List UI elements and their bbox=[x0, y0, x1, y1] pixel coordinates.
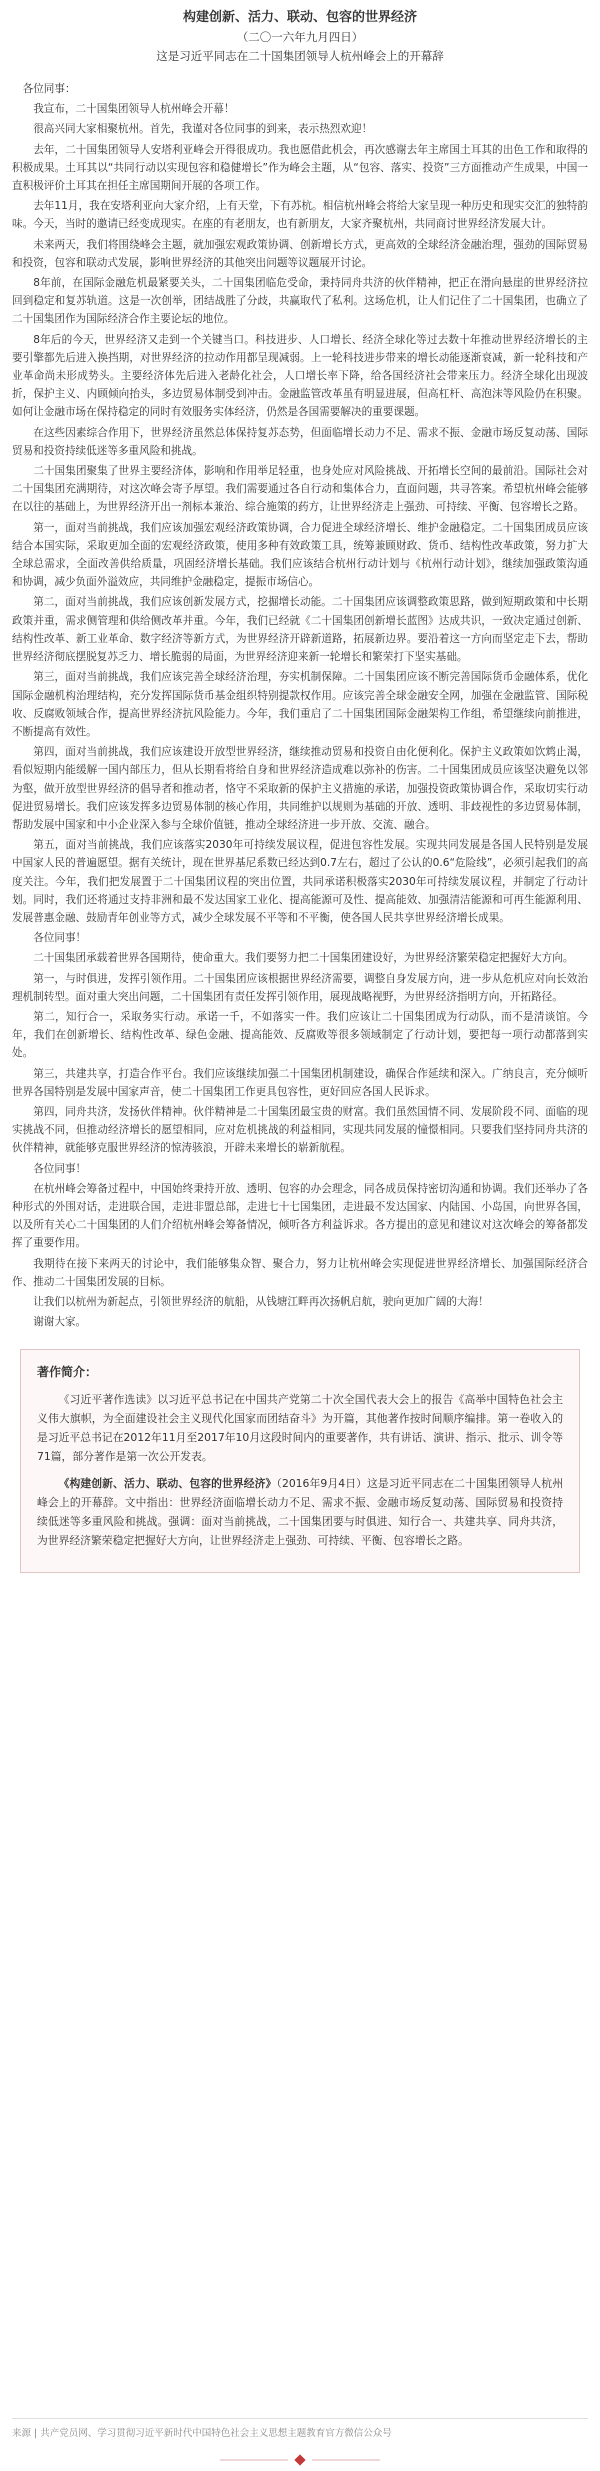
book-intro-title: 著作简介： bbox=[37, 1365, 98, 1380]
paragraph: 第一，面对当前挑战，我们应该加强宏观经济政策协调，合力促进全球经济增长、维护金融稳定。二十国集团成员应该结合本国实际，采取更加全面的宏观经济政策，使用多种有效政策工具，统筹兼顾财政、货币、结构性改革政策，努力扩大全球总需求，全面改善供给质量，巩固经济增长基础。我们应该结合杭州行动计划与《杭州行动计划》，继续加强政策沟通和协调，减少负面外溢效应，共同维护金融稳定，提振市场信心。 bbox=[12, 521, 588, 589]
article-date: （二〇一六年九月四日） bbox=[236, 30, 364, 44]
footer bbox=[0, 2418, 600, 2439]
article-subtitle: 这是习近平同志在二十国集团领导人杭州峰会上的开幕辞 bbox=[156, 49, 444, 63]
paragraph: 去年11月，我在安塔利亚向大家介绍，上有天堂，下有苏杭。相信杭州峰会将给大家呈现一种历史和现实交汇的独特韵味。今天，当时的邀请已经变成现实。在座的有老朋友，也有新朋友，大家齐聚杭州，共同商讨世界经济发展大计。 bbox=[12, 200, 588, 231]
article-title: 构建创新、活力、联动、包容的世界经济 bbox=[182, 10, 417, 25]
paragraph: 谢谢大家。 bbox=[33, 1316, 87, 1329]
paragraph: 让我们以杭州为新起点，引领世界经济的航船，从钱塘江畔再次扬帆启航，驶向更加广阔的大海！ bbox=[33, 1296, 489, 1308]
paragraph: 很高兴同大家相聚杭州。首先，我谨对各位同事的到来，表示热烈欢迎！ bbox=[33, 123, 373, 136]
article-body bbox=[12, 80, 588, 1331]
paragraph: 第一，与时俱进，发挥引领作用。二十国集团应该根据世界经济需要，调整自身发展方向，进一步从危机应对向长效治理机制转型。面对重大突出问题，二十国集团有责任发挥引领作用，展现战略视野，为世界经济指明方向，开拓路径。 bbox=[12, 972, 588, 1003]
paragraph: 第四，面对当前挑战，我们应该建设开放型世界经济，继续推动贸易和投资自由化便利化。保护主义政策如饮鸩止渴，看似短期内能缓解一国内部压力，但从长期看将给自身和世界经济造成难以弥补的伤害。二十国集团成员应该坚决避免以邻为壑，做开放型世界经济的倡导者和推动者，恪守不采取新的保护主义措施的承诺，加强投资政策协调合作，采取切实行动促进贸易增长。我们应该发挥多边贸易体制的核心作用，共同维护以规则为基础的开放、透明、非歧视性的多边贸易体制，帮助发展中国家和中小企业深入参与全球价值链，推动全球经济进一步开放、交流、融合。 bbox=[12, 746, 588, 831]
book-intro-paragraph: 《习近平著作选读》以习近平总书记在中国共产党第二十次全国代表大会上的报告《高举中国特色社会主义伟大旗帜，为全面建设社会主义现代化国家而团结奋斗》为开篇，其他著作按时间顺序编排。第一卷收入的是习近平总书记在2012年11月至2017年10月这段时间内的重要著作，共有讲话、演讲、指示、批示、训令等71篇，部分著作是第一次公开发表。 bbox=[37, 1393, 563, 1464]
paragraph: 在杭州峰会筹备过程中，中国始终秉持开放、透明、包容的办会理念，同各成员保持密切沟通和协调。我们还举办了各种形式的外围对话，走进联合国，走进非盟总部，走进七十七国集团，走进最不发达国家、内陆国、小岛国，向世界各国，以及所有关心二十国集团的人们介绍杭州峰会筹备情况，倾听各方利益诉求。各方提出的意见和建议对这次峰会的筹备都发挥了重要作用。 bbox=[12, 1182, 588, 1250]
paragraph: 在这些因素综合作用下，世界经济虽然总体保持复苏态势，但面临增长动力不足、需求不振、金融市场反复动荡、国际贸易和投资持续低迷等多重风险和挑战。 bbox=[12, 426, 588, 457]
paragraph: 第二，知行合一，采取务实行动。承诺一千，不如落实一件。我们应该让二十国集团成为行动队，而不是清谈馆。今年，我们在创新增长、结构性改革、绿色金融、提高能效、反腐败等很多领域制定了行动计划，要把每一项行动都落到实处。 bbox=[12, 1010, 588, 1060]
paragraph: 第三，共建共享，打造合作平台。我们应该继续加强二十国集团机制建设，确保合作延续和深入。广纳良言，充分倾听世界各国特别是发展中国家声音，使二十国集团工作更具包容性，更好回应各国人民诉求。 bbox=[12, 1067, 588, 1098]
book-intro-paragraph bbox=[37, 1474, 563, 1550]
paragraph: 第四，同舟共济，发扬伙伴精神。伙伴精神是二十国集团最宝贵的财富。我们虽然国情不同、发展阶段不同、面临的现实挑战不同，但推动经济增长的愿望相同，应对危机挑战的利益相同，实现共同发展的憧憬相同。只要我们坚持同舟共济的伙伴精神，就能够克服世界经济的惊涛骇浪，开辟未来增长的崭新航程。 bbox=[12, 1105, 588, 1155]
source-text: 来源 | 共产党员网、学习贯彻习近平新时代中国特色社会主义思想主题教育官方微信公众号 bbox=[12, 2418, 588, 2439]
book-intro-box bbox=[20, 1349, 580, 1573]
paragraph: 二十国集团聚集了世界主要经济体，影响和作用举足轻重，也身处应对风险挑战、开拓增长空间的最前沿。国际社会对二十国集团充满期待，对这次峰会寄予厚望。我们需要通过各自行动和集体合力，直面问题，共寻答案。希望杭州峰会能够在以往的基础上，为世界经济开出一剂标本兼治、综合施策的药方，让世界经济走上强劲、可持续、平衡、包容增长之路。 bbox=[12, 465, 588, 514]
paragraph: 第三，面对当前挑战，我们应该完善全球经济治理，夯实机制保障。二十国集团应该不断完善国际货币金融体系，优化国际金融机构治理结构，充分发挥国际货币基金组织特别提款权作用。应该完善全球金融安全网，加强在金融监管、国际税收、反腐败领域合作，提高世界经济抗风险能力。今年，我们重启了二十国集团国际金融架构工作组，希望继续向前推进，不断提高有效性。 bbox=[12, 671, 588, 738]
paragraph: 各位同事！ bbox=[33, 1162, 87, 1175]
paragraph: 我宣布，二十国集团领导人杭州峰会开幕！ bbox=[33, 103, 235, 116]
paragraph: 二十国集团承载着世界各国期待，使命重大。我们要努力把二十国集团建设好，为世界经济繁荣稳定把握好大方向。 bbox=[33, 952, 574, 965]
paragraph: 我期待在接下来两天的讨论中，我们能够集众智、聚合力，努力让杭州峰会实现促进世界经济增长、加强国际经济合作、推动二十国集团发展的目标。 bbox=[12, 1257, 588, 1288]
paragraph: 8年前，在国际金融危机最紧要关头，二十国集团临危受命，秉持同舟共济的伙伴精神，把正在滑向悬崖的世界经济拉回到稳定和复苏轨道。这是一次创举，团结战胜了分歧，共赢取代了私利。这场危机，让人们记住了二十国集团，也确立了二十国集团作为国际经济合作主要论坛的地位。 bbox=[12, 277, 588, 326]
paragraph: 第五，面对当前挑战，我们应该落实2030年可持续发展议程，促进包容性发展。实现共同发展是各国人民特别是发展中国家人民的普遍愿望。据有关统计，现在世界基尼系数已经达到0.7左右，超过了公认的0.6“危险线”，必须引起我们的高度关注。今年，我们把发展置于二十国集团议程的突出位置，共同承诺积极落实2030年可持续发展议程，并制定了行动计划。同时，我们还将通过支持非洲和最不发达国家工业化、提高能源可及性、提高能效、加强清洁能源和可再生能源利用、发展普惠金融、鼓励青年创业等方式，减少全球发展不平等和不平衡，使各国人民共享世界经济增长成果。 bbox=[12, 839, 588, 924]
work-description: （2016年9月4日）这是习近平同志在二十国集团领导人杭州峰会上的开幕辞。文中指出：世界经济面临增长动力不足、需求不振、金融市场反复动荡、国际贸易和投资持续低迷等多重风险和挑战。强调：面对当前挑战，二十国集团要与时俱进、知行合一、共建共享、同舟共济，为世界经济繁荣稳定把握好大方向，让世界经济走上强劲、可持续、平衡、包容增长之路。 bbox=[37, 1477, 563, 1548]
paragraph: 未来两天，我们将围绕峰会主题，就加强宏观政策协调、创新增长方式，更高效的全球经济金融治理，强劲的国际贸易和投资，包容和联动式发展，影响世界经济的其他突出问题等议题展开讨论。 bbox=[12, 238, 588, 269]
paragraph: 各位同事！ bbox=[33, 932, 87, 945]
work-title: 《构建创新、活力、联动、包容的世界经济》 bbox=[58, 1477, 277, 1491]
paragraph: 去年，二十国集团领导人安塔利亚峰会开得很成功。我也愿借此机会，再次感谢去年主席国土耳其的出色工作和取得的积极成果。土耳其以“共同行动以实现包容和稳健增长”作为峰会主题，从“包容、落实、投资”三方面推动产生成果，中国一直积极评价土耳其在担任主席国期间开展的各项工作。 bbox=[12, 143, 588, 193]
paragraph: 8年后的今天，世界经济又走到一个关键当口。科技进步、人口增长、经济全球化等过去数十年推动世界经济增长的主要引擎都先后进入换挡期，对世界经济的拉动作用都呈现减弱。上一轮科技进步带来的增长动能逐渐衰减，新一轮科技和产业革命尚未形成势头。主要经济体先后进入老龄化社会，人口增长率下降，给各国经济社会带来压力。经济全球化出现波折，保护主义、内顾倾向抬头，多边贸易体制受到冲击。金融监管改革虽有明显进展，但高杠杆、高泡沫等风险仍在积聚。如何让金融市场在保持稳定的同时有效服务实体经济，仍然是各国需要解决的重要课题。 bbox=[12, 333, 588, 419]
paragraph: 第二，面对当前挑战，我们应该创新发展方式，挖掘增长动能。二十国集团应该调整政策思路，做到短期政策和中长期政策并重，需求侧管理和供给侧改革并重。今年，我们已经就《二十国集团创新增长蓝图》达成共识，一致决定通过创新、结构性改革、新工业革命、数字经济等新方式，为世界经济开辟新道路，拓展新边界。要沿着这一方向而坚定走下去，帮助世界经济彻底摆脱复苏乏力、增长脆弱的局面，为世界经济迎来新一轮增长和繁荣打下坚实基础。 bbox=[12, 596, 588, 664]
paragraph: 各位同事： bbox=[22, 83, 76, 95]
divider-ornament-icon bbox=[220, 2454, 380, 2466]
